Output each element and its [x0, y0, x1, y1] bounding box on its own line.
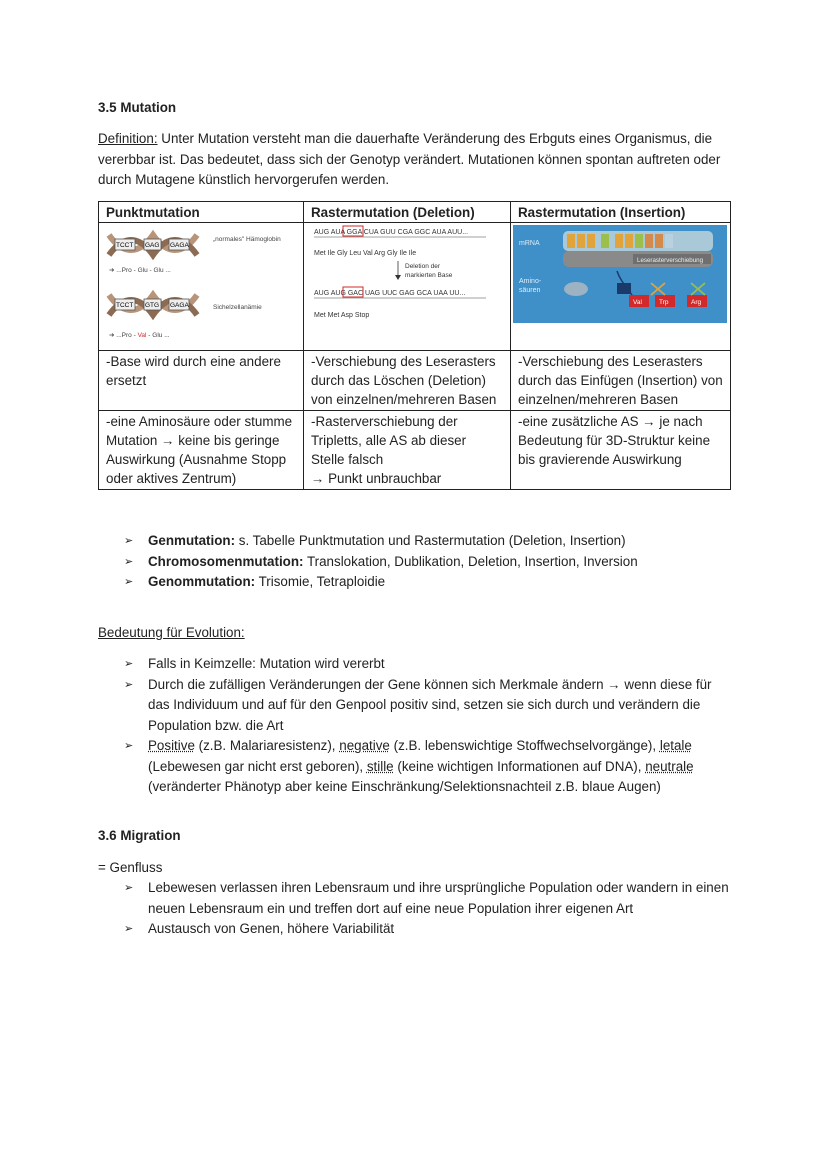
- migration-item-2: Austausch von Genen, höhere Variabilität: [148, 921, 395, 936]
- aa-val: Val: [633, 299, 642, 306]
- kind-stille-text: (keine wichtigen Informationen auf DNA),: [393, 758, 646, 774]
- amino-label: Amino-: [519, 278, 542, 285]
- cell-insertion-effect: -eine zusätzliche AS → je nach Bedeutung für 3D-Struktur keine bis gravierende Auswirkung: [511, 411, 731, 490]
- normal-seq-text: ...Pro - Glu - Glu ...: [116, 267, 171, 274]
- normal-caption-text: „normales" Hämoglobin: [213, 236, 281, 243]
- dna-label-4: TCCT: [116, 302, 134, 309]
- kind-neutrale-text: (veränderter Phänotyp aber keine Einschränkung/Selektionsnachteil z.B. blaue Augen): [148, 779, 661, 794]
- kind-neutrale: neutrale: [645, 758, 694, 774]
- sickle-sequence: ➔ ...Pro - Val - Glu ...: [109, 332, 170, 339]
- evolution-heading: Bedeutung für Evolution:: [98, 625, 245, 640]
- type-label-genom: Genommutation:: [148, 574, 256, 589]
- evolution-item-1: Falls in Keimzelle: Mutation wird vererbt: [148, 656, 385, 671]
- kind-negative: negative: [339, 738, 390, 753]
- header-insertion: Rastermutation (Insertion): [511, 202, 731, 223]
- cell-insertion-description: -Verschiebung des Leserasters durch das Einfügen (Insertion) von einzelnen/mehreren Basen: [511, 351, 731, 411]
- migration-list: [124, 878, 730, 940]
- list-item: [124, 919, 730, 940]
- table-row-effect: [99, 411, 731, 490]
- kind-letale: letale: [659, 738, 692, 753]
- dna-label-3: GAGA: [170, 242, 189, 249]
- migration-item-1: Lebewesen verlassen ihren Lebensraum und ihre ursprüngliche Population oder wandern in einen neuen Lebensraum ein und treffen dort auf eine neue Population ihrer eigenen Art: [148, 880, 729, 916]
- deletion-effect-text: -Rasterverschiebung der Tripletts, alle AS ab dieser Stelle falsch: [311, 414, 467, 467]
- deletion-effect-note: → Punkt unbrauchbar: [311, 471, 442, 486]
- dna-helix-bottom: [109, 295, 262, 339]
- table-header-row: [99, 202, 731, 223]
- base-tiles: [567, 234, 673, 248]
- arrow-bullet-icon: ➢: [124, 555, 134, 568]
- definition-label: Definition:: [98, 131, 158, 146]
- dna-label-5: GTG: [145, 302, 160, 309]
- sickle-cell-caption: Sichelzellanämie: [213, 304, 262, 311]
- amino-label-2: säuren: [519, 287, 541, 294]
- list-item: [124, 654, 730, 675]
- header-deletion: Rastermutation (Deletion): [304, 202, 511, 223]
- kind-positive: Positive: [148, 738, 195, 753]
- dna-helix-top: [109, 235, 281, 274]
- type-label-chromosom: Chromosomenmutation:: [148, 553, 304, 569]
- cell-point-effect: -eine Aminosäure oder stumme Mutation → keine bis geringe Auswirkung (Ausnahme Stopp oder aktives Zentrum): [99, 411, 304, 490]
- list-item: [124, 531, 638, 552]
- kind-letale-text: (Lebewesen gar nicht erst geboren),: [148, 758, 367, 774]
- shift-label: Leserasterverschiebung: [637, 257, 704, 264]
- dna-label-2: GAG: [145, 242, 160, 249]
- definition-paragraph: [98, 129, 738, 191]
- aa-trp: Trp: [659, 299, 669, 306]
- table-figure-row: [99, 223, 731, 351]
- mutation-types-list: [124, 531, 638, 593]
- deletion-aa1: Met Ile Gly Leu Val Arg Gly Ile Ile: [314, 250, 417, 257]
- normal-hemoglobin-caption: [213, 236, 281, 243]
- deletion-seq2: AUG AUG GAC UAG UUC GAG GCA UAA UU...: [314, 290, 466, 297]
- deletion-note2: markierten Base: [405, 272, 453, 279]
- dna-label-6: GAGA: [170, 302, 189, 309]
- evolution-item-2: Durch die zufälligen Veränderungen der Gene können sich Merkmale ändern → wenn diese für das Individuum und auf für den Genpool positiv sind, setzen sie sich durch und verändern die Population bzw. die Art: [148, 676, 712, 733]
- mutation-table: [98, 201, 731, 490]
- type-text-chromosom: Translokation, Dublikation, Deletion, Insertion, Inversion: [303, 553, 638, 569]
- arrow-bullet-icon: ➢: [124, 923, 134, 935]
- section-title-migration: 3.6 Migration: [98, 828, 181, 843]
- arrow-bullet-icon: ➢: [124, 740, 134, 752]
- dna-helix-figure: [101, 225, 301, 343]
- mrna-label: mRNA: [519, 240, 540, 247]
- figure-point-mutation: [99, 223, 304, 351]
- section-title-mutation: 3.5 Mutation: [98, 100, 177, 115]
- arrow-bullet-icon: ➢: [124, 678, 134, 691]
- aa-arg: Arg: [691, 299, 702, 306]
- table-row-description: [99, 351, 731, 411]
- arrow-bullet-icon: ➢: [124, 535, 134, 547]
- list-item: [124, 736, 730, 798]
- figure-insertion: [511, 223, 731, 351]
- list-item: [124, 572, 638, 593]
- type-text-gen: s. Tabelle Punktmutation und Rastermutation (Deletion, Insertion): [235, 533, 626, 548]
- deletion-aa2: Met Met Asp Stop: [314, 312, 370, 319]
- dna-label-1: TCCT: [116, 242, 134, 249]
- header-punktmutation: Punktmutation: [99, 202, 304, 223]
- deletion-sequence-figure: [306, 225, 508, 343]
- cell-deletion-description: -Verschiebung des Leserasters durch das Löschen (Deletion) von einzelnen/mehreren Basen: [304, 351, 511, 411]
- type-label-gen: Genmutation:: [148, 533, 236, 548]
- figure-deletion: [304, 223, 511, 351]
- sickle-seq-b: - Glu ...: [146, 332, 170, 339]
- arrow-bullet-icon: ➢: [124, 882, 134, 894]
- list-item: [124, 878, 730, 919]
- kind-stille: stille: [366, 758, 394, 774]
- migration-intro: = Genfluss: [98, 860, 163, 875]
- deletion-seq1: AUG AUA GGA CUA GUU CGA GGC AUA AUU...: [314, 229, 469, 236]
- type-text-genom: Trisomie, Tetraploidie: [255, 574, 386, 589]
- deletion-note1: Deletion der: [405, 263, 441, 270]
- kind-positive-text: (z.B. Malariaresistenz),: [194, 738, 340, 753]
- definition-text: Unter Mutation versteht man die dauerhafte Veränderung des Erbguts eines Organismus, die vererbbar ist. Das bedeutet, dass sich der Genotyp verändert. Mutationen können spontan auftreten oder durch Mutagene künstlich hervorgerufen werden.: [98, 131, 721, 187]
- kind-negative-text: (z.B. lebenswichtige Stoffwechselvorgänge),: [389, 738, 660, 753]
- evolution-list: [124, 654, 730, 798]
- list-item: [124, 552, 638, 573]
- sickle-seq-a: ...Pro -: [116, 332, 138, 339]
- insertion-ribosome-figure: [513, 225, 727, 343]
- list-item: [124, 675, 730, 737]
- arrow-bullet-icon: ➢: [124, 576, 134, 588]
- cell-point-description: -Base wird durch eine andere ersetzt: [99, 351, 304, 411]
- sickle-seq-val: Val: [137, 332, 147, 339]
- cell-deletion-effect: [304, 411, 511, 490]
- arrow-bullet-icon: ➢: [124, 658, 134, 670]
- normal-sequence: ➔ ...Pro - Glu - Glu ...: [109, 267, 171, 274]
